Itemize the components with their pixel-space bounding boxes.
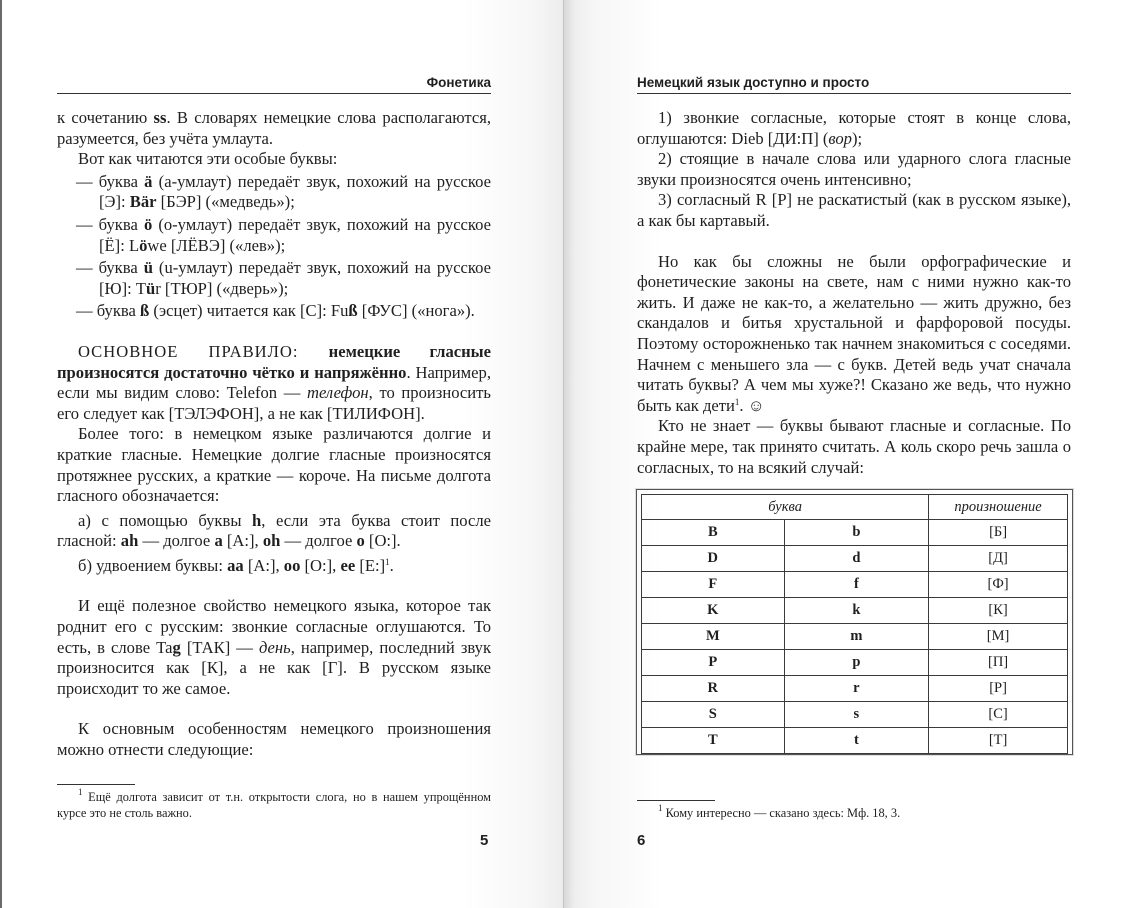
paragraph: к сочетанию ss. В словарях немецкие слова располагаются, разумеется, без учёта умлаута. [57, 108, 491, 148]
list-item: 3) согласный R [Р] не раскатистый (как в русском языке), а как бы картавый. [637, 190, 1071, 230]
paragraph: Но как бы сложны не были орфографические и фонетические законы на свете, нам с ними нужно как-то жить. И даже не как-то, а желательно — жить дружно, без скандалов и битья хрустальной и фарфоровой посуды. Поэтому осторожненько так начнем знакомиться с соседями. Начнем с меньшего зла — с букв. Детей ведь учат сначала читать буквы? А чем мы хуже?! Сказано же ведь, что нужно быть как дети$^1$. ☺ [637, 251, 1071, 415]
table-row [642, 598, 1068, 624]
uppercase-letter: K [642, 598, 785, 624]
footnote-right: $^1$ Кому интересно — сказано здесь: Мф. 18, 3. [658, 803, 901, 820]
table-row [642, 728, 1068, 754]
footnote-ref: 1 [385, 556, 390, 567]
pronunciation: [Б] [929, 520, 1068, 546]
table-row [642, 546, 1068, 572]
paragraph: Более того: в немецком языке различаются долгие и краткие гласные. Немецкие долгие гласные произносятся протяжнее русских, а краткие — короче. На письме долгота гласного обозначается: [57, 424, 491, 506]
lowercase-letter: r [784, 676, 929, 702]
pronunciation: [П] [929, 650, 1068, 676]
table-row [642, 572, 1068, 598]
table-row [642, 650, 1068, 676]
consonants-table [641, 494, 1068, 754]
list-item: — буква ß (эсцет) читается как [С]: Fuß [ФУС] («нога»). [76, 301, 475, 321]
lowercase-letter: b [784, 520, 929, 546]
uppercase-letter: B [642, 520, 785, 546]
footnote-ref: 1 [734, 396, 740, 407]
footnote-left: $^1$ Ещё долгота зависит от т.н. открытости слога, но в нашем упрощённом курсе это не столь важно. [57, 787, 491, 820]
gutter [563, 0, 564, 908]
pronunciation: [С] [929, 702, 1068, 728]
paragraph: К основным особенностям немецкого произношения можно отнести следующие: [57, 719, 491, 760]
uppercase-letter: T [642, 728, 785, 754]
pronunciation: [К] [929, 598, 1068, 624]
table-row [642, 624, 1068, 650]
left-page-body [57, 108, 491, 761]
lowercase-letter: t [784, 728, 929, 754]
list-item: — буква ä (а-умлаут) передаёт звук, похожий на русское [Э]: Bär [БЭР] («медведь»); [76, 171, 491, 212]
uppercase-letter: M [642, 624, 785, 650]
header-letter: буква [642, 495, 929, 520]
uppercase-letter: P [642, 650, 785, 676]
header-pronunciation: произношение [929, 495, 1068, 520]
list-item: — буква ö (о-умлаут) передаёт звук, похожий на русское [Ё]: Löwe [ЛЁВЭ] («лев»); [76, 214, 492, 255]
pronunciation: [Т] [929, 728, 1068, 754]
table-header-row [642, 495, 1068, 520]
page-number-left: 5 [480, 832, 489, 849]
lowercase-letter: p [784, 650, 929, 676]
uppercase-letter: D [642, 546, 785, 572]
footnote-rule [57, 784, 135, 785]
list-item: б) удвоением буквы: aa [А:], oo [О:], ee [Е:]$^1$. [78, 555, 394, 575]
running-head-right: Немецкий язык доступно и просто [637, 75, 1071, 94]
list-item: а) с помощью буквы h, если эта буква стоит после гласной: ah — долгое a [А:], oh — долгое o [О:]. [57, 510, 492, 551]
main-rule-paragraph: ОСНОВНОЕ ПРАВИЛО: немецкие гласные произносятся достаточно чётко и напряжённо. Например, если мы видим слово: Telefon — телефон, то произносить его следует как [ТЭЛЭФОН], а не как [ТИЛИФОН]. [57, 341, 491, 423]
paragraph: Вот как читаются эти особые буквы: [78, 149, 338, 169]
lowercase-letter: k [784, 598, 929, 624]
lowercase-letter: m [784, 624, 929, 650]
uppercase-letter: R [642, 676, 785, 702]
table-row [642, 676, 1068, 702]
pronunciation: [М] [929, 624, 1068, 650]
list-item: 1) звонкие согласные, которые стоят в конце слова, оглушаются: Dieb [ДИ:П] (вор); [637, 108, 1071, 148]
lowercase-letter: f [784, 572, 929, 598]
running-head-left: Фонетика [57, 75, 491, 94]
list-item: — буква ü (u-умлаут) передаёт звук, похожий на русское [Ю]: Tür [ТЮР] («дверь»); [76, 258, 492, 298]
pronunciation: [Д] [929, 546, 1068, 572]
uppercase-letter: F [642, 572, 785, 598]
paragraph: И ещё полезное свойство немецкого языка, которое так роднит его с русским: звонкие согласные оглушаются. То есть, в слове Tag [ТАК] — день, например, последний звук произносится как [К], а не как [Г]. В русском языке происходит то же самое. [57, 596, 492, 698]
page-number-right: 6 [637, 832, 646, 849]
paragraph: Кто не знает — буквы бывают гласные и согласные. По крайне мере, так принято считать. А коль скоро речь зашла о согласных, то на всякий случай: [637, 416, 1071, 477]
table-row [642, 702, 1068, 728]
list-item: 2) стоящие в начале слова или ударного слога гласные звуки произносятся очень интенсивно; [637, 149, 1071, 189]
footnote-rule [637, 800, 715, 801]
consonants-table-frame [636, 489, 1073, 755]
pronunciation: [Р] [929, 676, 1068, 702]
pronunciation: [Ф] [929, 572, 1068, 598]
lowercase-letter: d [784, 546, 929, 572]
lowercase-letter: s [784, 702, 929, 728]
right-page-body [637, 108, 1071, 478]
uppercase-letter: S [642, 702, 785, 728]
table-row [642, 520, 1068, 546]
